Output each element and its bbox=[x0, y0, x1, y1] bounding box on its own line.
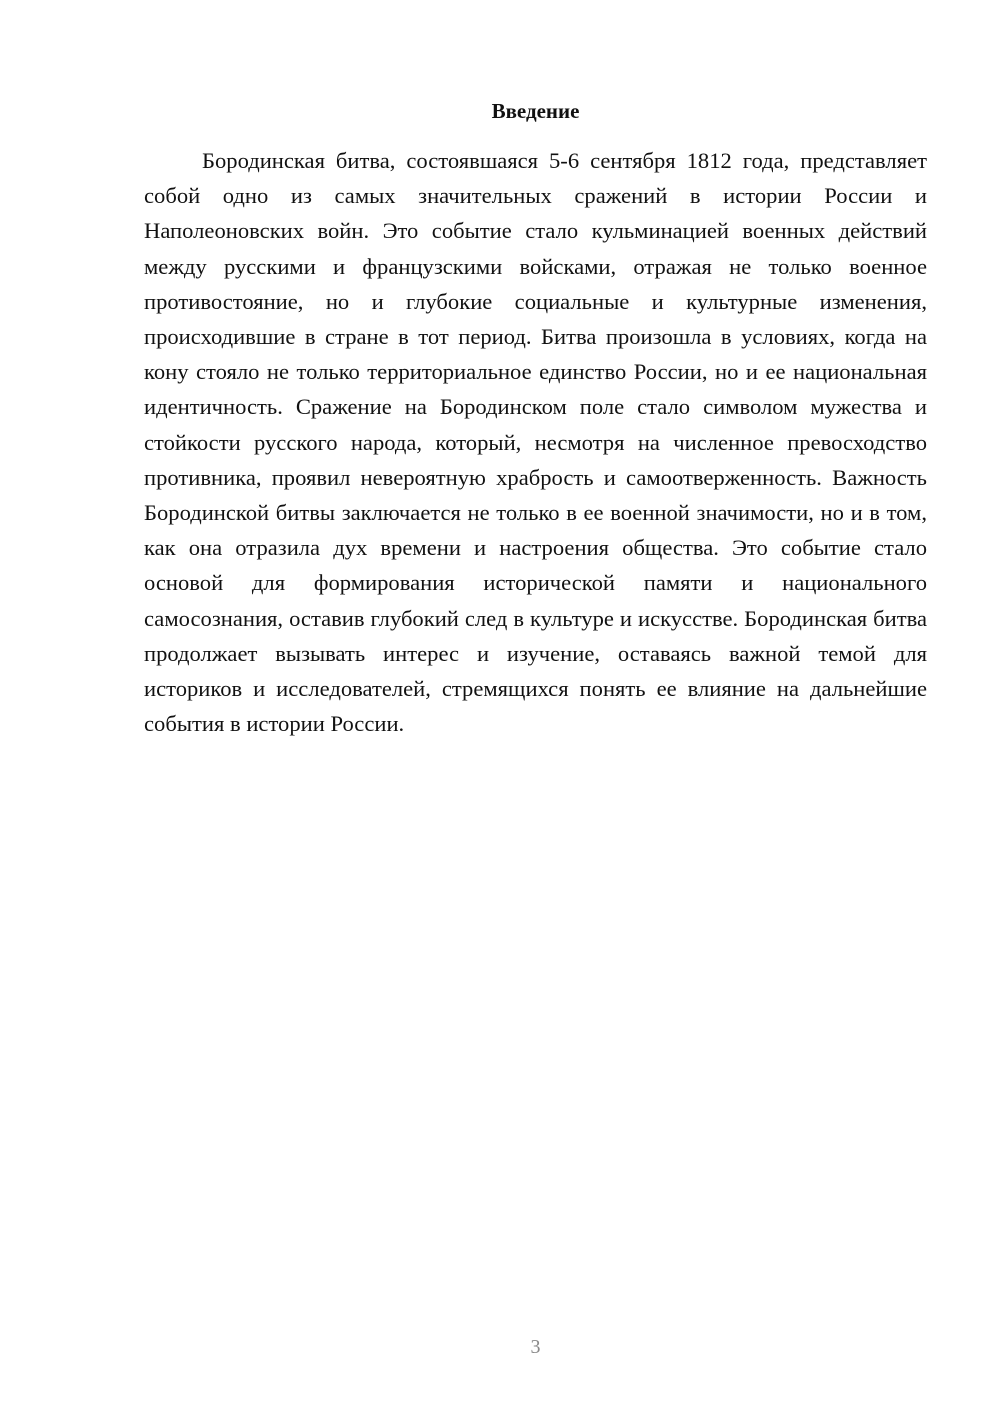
page-number: 3 bbox=[530, 1336, 541, 1358]
body-paragraph: Бородинская битва, состоявшаяся 5-6 сентября 1812 года, представляет собой одно из самых значительных сражений в истории России и Наполеоновских войн. Это событие стало кульминацией военных действий между русскими и французскими войсками, отражая не только военное противостояние, но и глубокие социальные и культурные изменения, происходившие в стране в тот период. Битва произошла в условиях, когда на кону стояло не только территориальное единство России, но и ее национальная идентичность. Сражение на Бородинском поле стало символом мужества и стойкости русского народа, который, несмотря на численное превосходство противника, проявил невероятную храбрость и самоотверженность. Важность Бородинской битвы заключается не только в ее военной значимости, но и в том, как она отразила дух времени и настроения общества. Это событие стало основой для формирования исторической памяти и национального самосознания, оставив глубокий след в культуре и искусстве. Бородинская битва продолжает вызывать интерес и изучение, оставаясь важной темой для историков и исследователей, стремящихся понять ее влияние на дальнейшие события в истории России. bbox=[144, 148, 927, 737]
section-heading: Введение bbox=[491, 99, 580, 123]
